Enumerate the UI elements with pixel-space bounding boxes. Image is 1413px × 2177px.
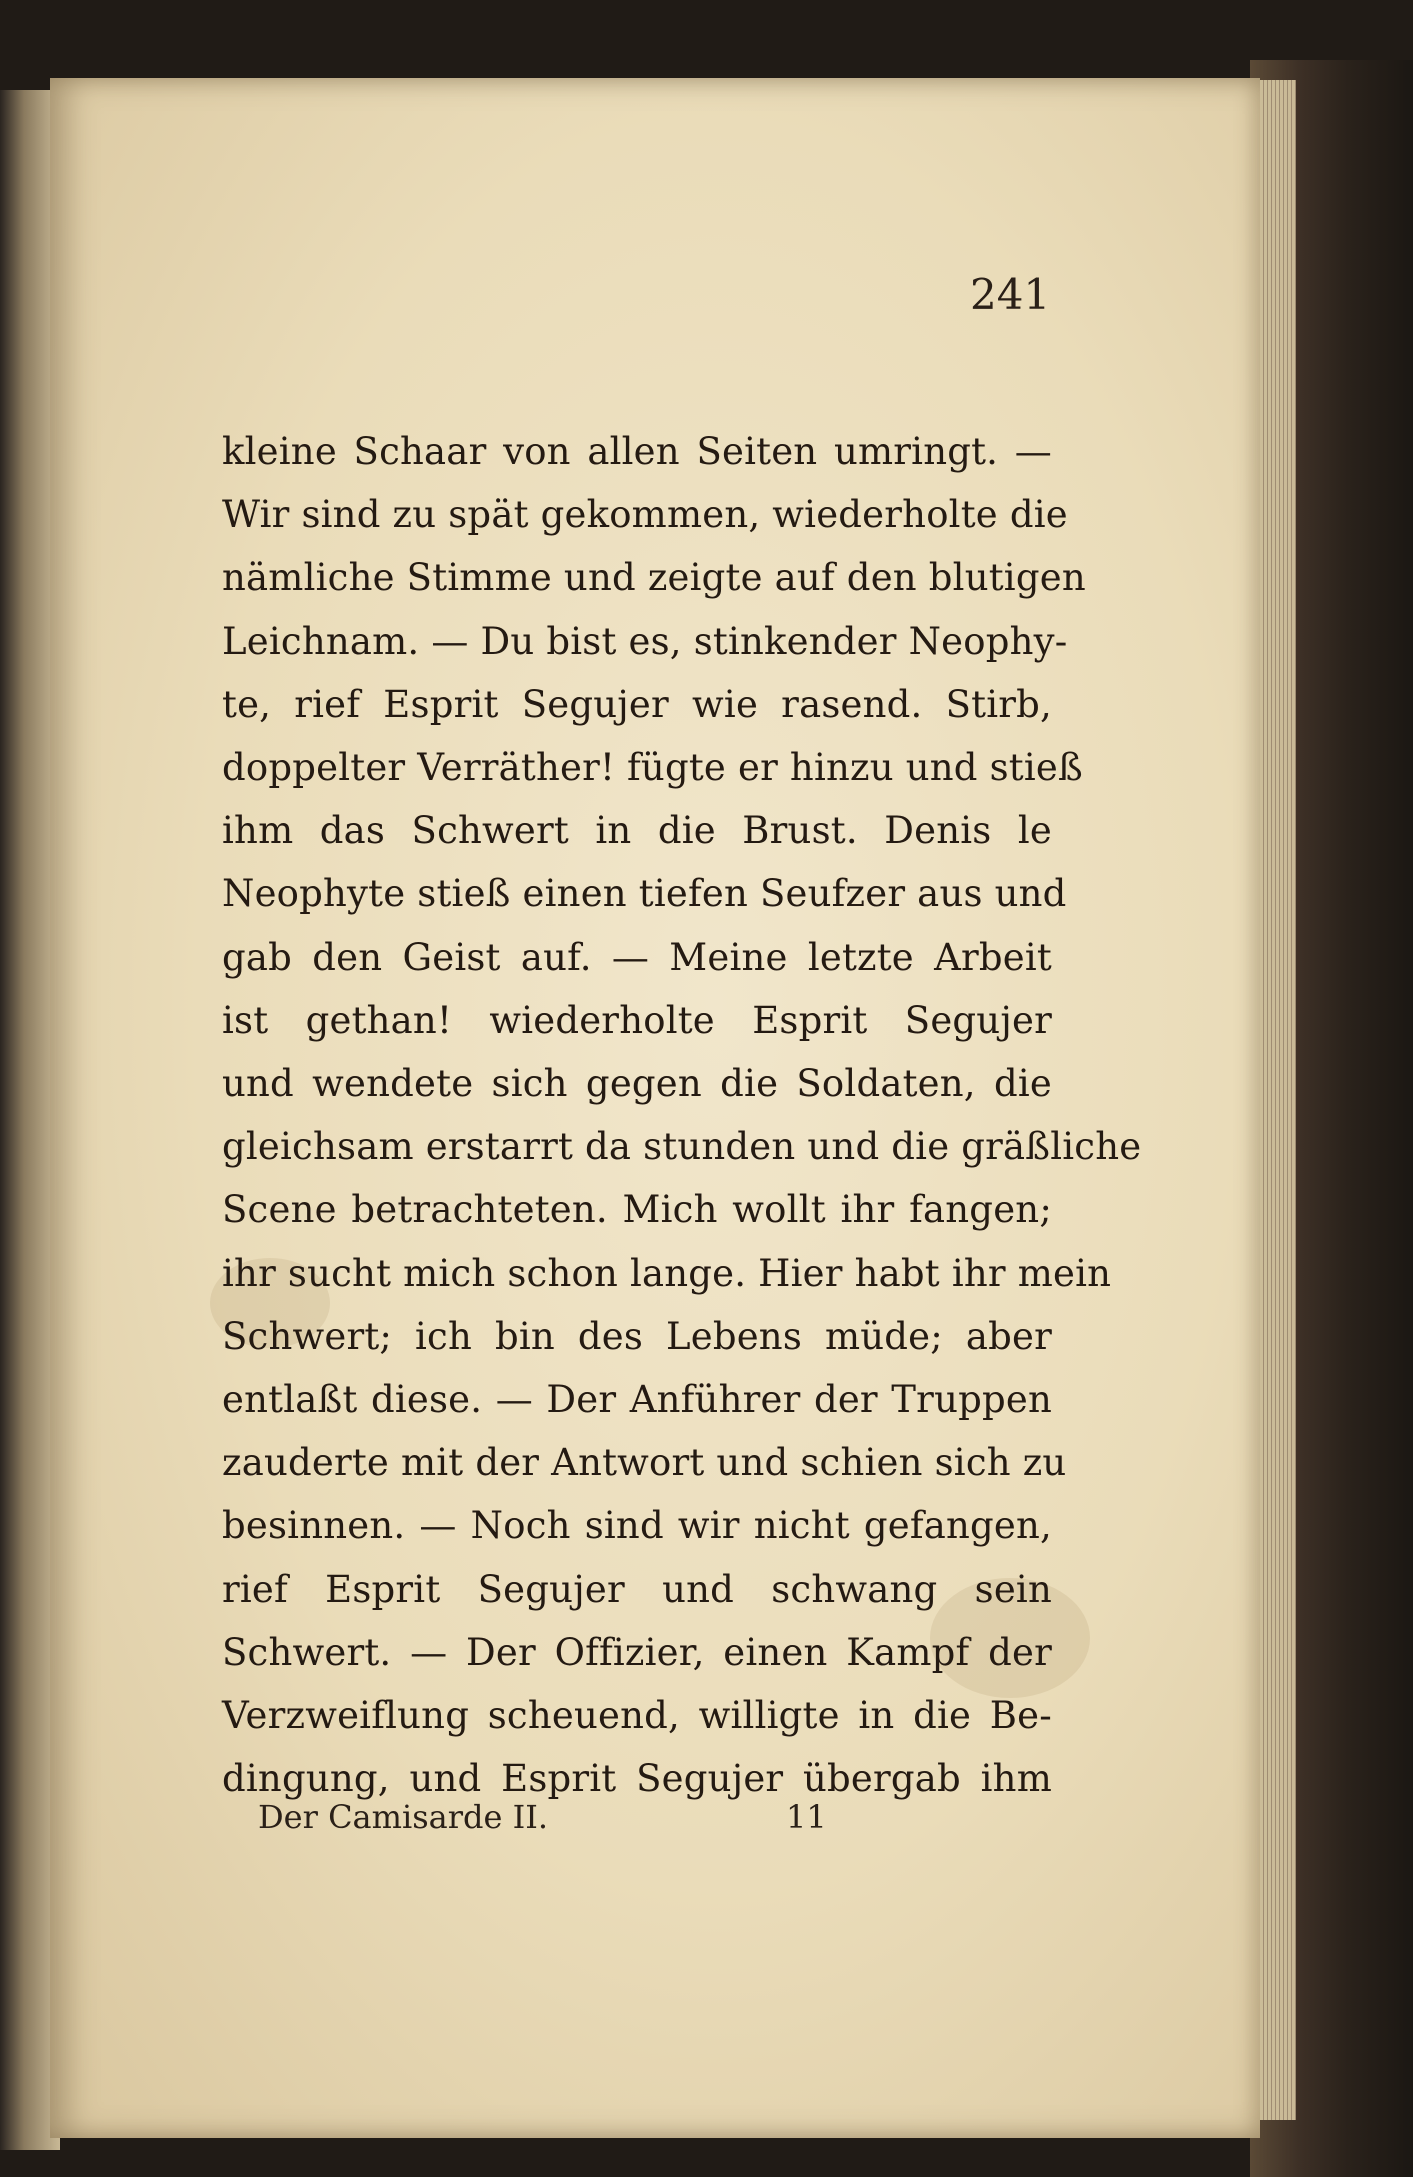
text-line: Schwert. — Der Offizier, einen Kampf der [222,1630,1052,1674]
text-line: Wir sind zu spät gekommen, wiederholte die [222,493,1068,537]
text-line: Scene betrachteten. Mich wollt ihr fangen; [222,1188,1052,1232]
text-line: doppelter Verräther! fügte er hinzu und stieß [222,746,1083,790]
text-line: entlaßt diese. — Der Anführer der Truppen [222,1378,1052,1422]
text-line: besinnen. — Noch sind wir nicht gefangen, [222,1504,1052,1548]
text-line: nämliche Stimme und zeigte auf den blutigen [222,556,1086,600]
text-line: rief Esprit Segujer und schwang sein [222,1567,1052,1611]
text-line: gleichsam erstarrt da stunden und die gräßliche [222,1125,1142,1169]
footer-book-title: Der Camisarde II. [258,1798,549,1836]
text-line: Verzweiflung scheuend, willigte in die Be- [222,1694,1052,1738]
text-line: ihm das Schwert in die Brust. Denis le [222,809,1052,853]
text-line: kleine Schaar von allen Seiten umringt. — [222,430,1052,473]
page-number: 241 [970,270,1051,319]
footer-signature-mark: 11 [786,1798,827,1836]
body-text [222,420,1142,1810]
text-line: Neophyte stieß einen tiefen Seufzer aus und [222,872,1067,916]
text-line: zauderte mit der Antwort und schien sich zu [222,1441,1067,1485]
text-line: gab den Geist auf. — Meine letzte Arbeit [222,935,1052,979]
text-line: dingung, und Esprit Segujer übergab ihm [222,1757,1052,1801]
text-line: Schwert; ich bin des Lebens müde; aber [222,1314,1052,1358]
text-line: ihr sucht mich schon lange. Hier habt ihr mein [222,1251,1112,1295]
text-line: te, rief Esprit Segujer wie rasend. Stirb, [222,682,1052,726]
text-line: und wendete sich gegen die Soldaten, die [222,1062,1052,1106]
text-line: Leichnam. — Du bist es, stinkender Neophy- [222,619,1068,663]
text-line: ist gethan! wiederholte Esprit Segujer [222,998,1052,1042]
